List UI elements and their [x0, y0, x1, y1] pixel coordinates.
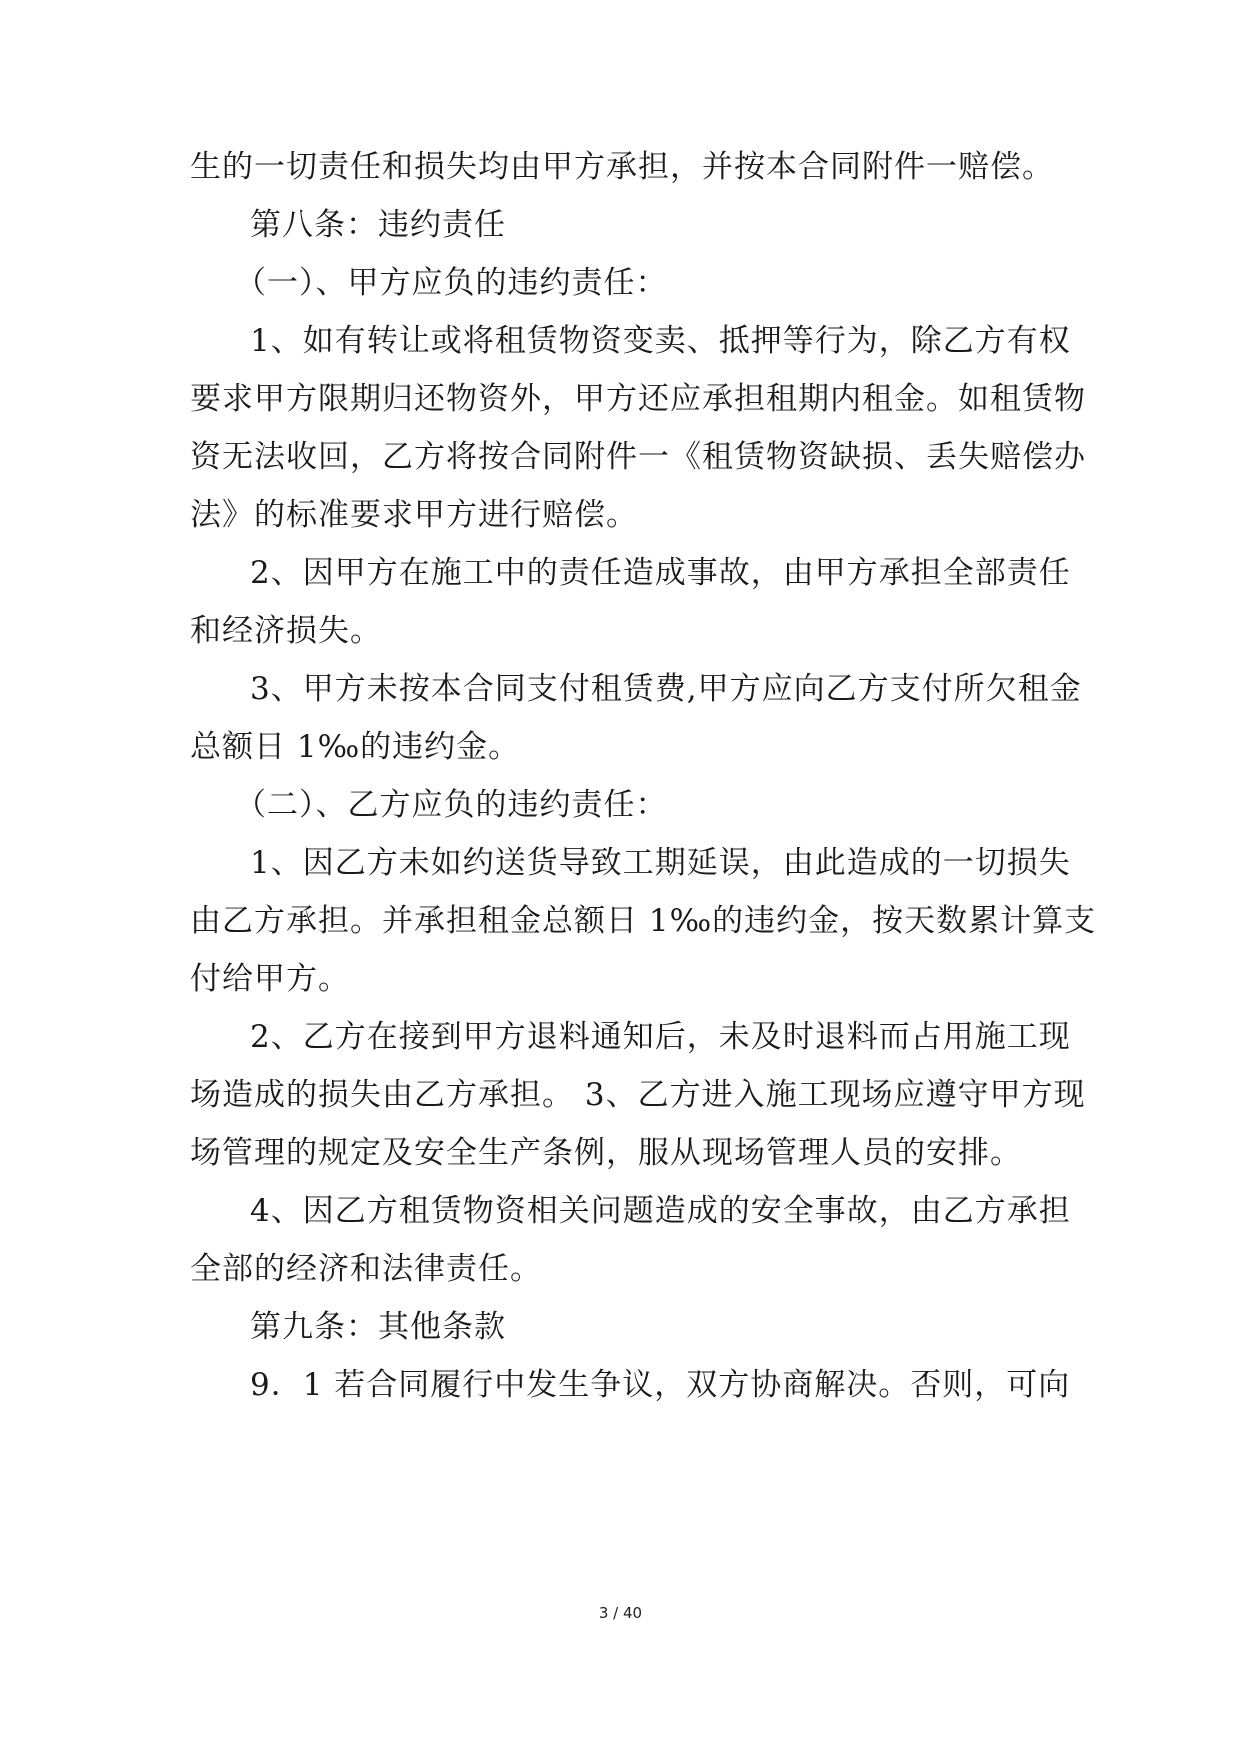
- text-line: 要求甲方限期归还物资外，甲方还应承担租期内租金。如租赁物: [190, 381, 1086, 417]
- text-line: 法》的标准要求甲方进行赔偿。: [190, 497, 638, 533]
- text-line: 资无法收回，乙方将按合同附件一《租赁物资缺损、丢失赔偿办: [190, 439, 1086, 475]
- subsection-heading: （一）、甲方应负的违约责任：: [235, 265, 668, 301]
- text-line: 1、因乙方未如约送货导致工期延误，由此造成的一切损失: [250, 845, 1071, 881]
- text-line: 2、因甲方在施工中的责任造成事故，由甲方承担全部责任: [250, 555, 1071, 591]
- text-line: 3、甲方未按本合同支付租赁费,甲方应向乙方支付所欠租金: [250, 671, 1082, 707]
- text-line: 场造成的损失由乙方承担。 3、乙方进入施工现场应遵守甲方现: [190, 1077, 1086, 1113]
- page-number: 3 / 40: [598, 1604, 643, 1622]
- text-line: 总额日 1‰的违约金。: [190, 729, 521, 765]
- text-line: 场管理的规定及安全生产条例，服从现场管理人员的安排。: [190, 1135, 1022, 1171]
- text-line: 由乙方承担。并承担租金总额日 1‰的违约金，按天数累计算支: [190, 903, 1097, 939]
- text-line: 全部的经济和法律责任。: [190, 1251, 542, 1287]
- text-line: 生的一切责任和损失均由甲方承担，并按本合同附件一赔偿。: [190, 149, 1054, 185]
- section-heading: 第八条：违约责任: [250, 207, 506, 243]
- text-line: 4、因乙方租赁物资相关问题造成的安全事故，由乙方承担: [250, 1193, 1071, 1229]
- text-line: 2、乙方在接到甲方退料通知后，未及时退料而占用施工现: [250, 1019, 1071, 1055]
- text-line: 1、如有转让或将租赁物资变卖、抵押等行为，除乙方有权: [250, 323, 1071, 359]
- text-line: 和经济损失。: [190, 613, 382, 649]
- subsection-heading: （二）、乙方应负的违约责任：: [235, 787, 668, 823]
- section-heading: 第九条：其他条款: [250, 1309, 506, 1345]
- text-line: 9．1 若合同履行中发生争议，双方协商解决。否则，可向: [250, 1367, 1071, 1403]
- text-line: 付给甲方。: [190, 961, 350, 997]
